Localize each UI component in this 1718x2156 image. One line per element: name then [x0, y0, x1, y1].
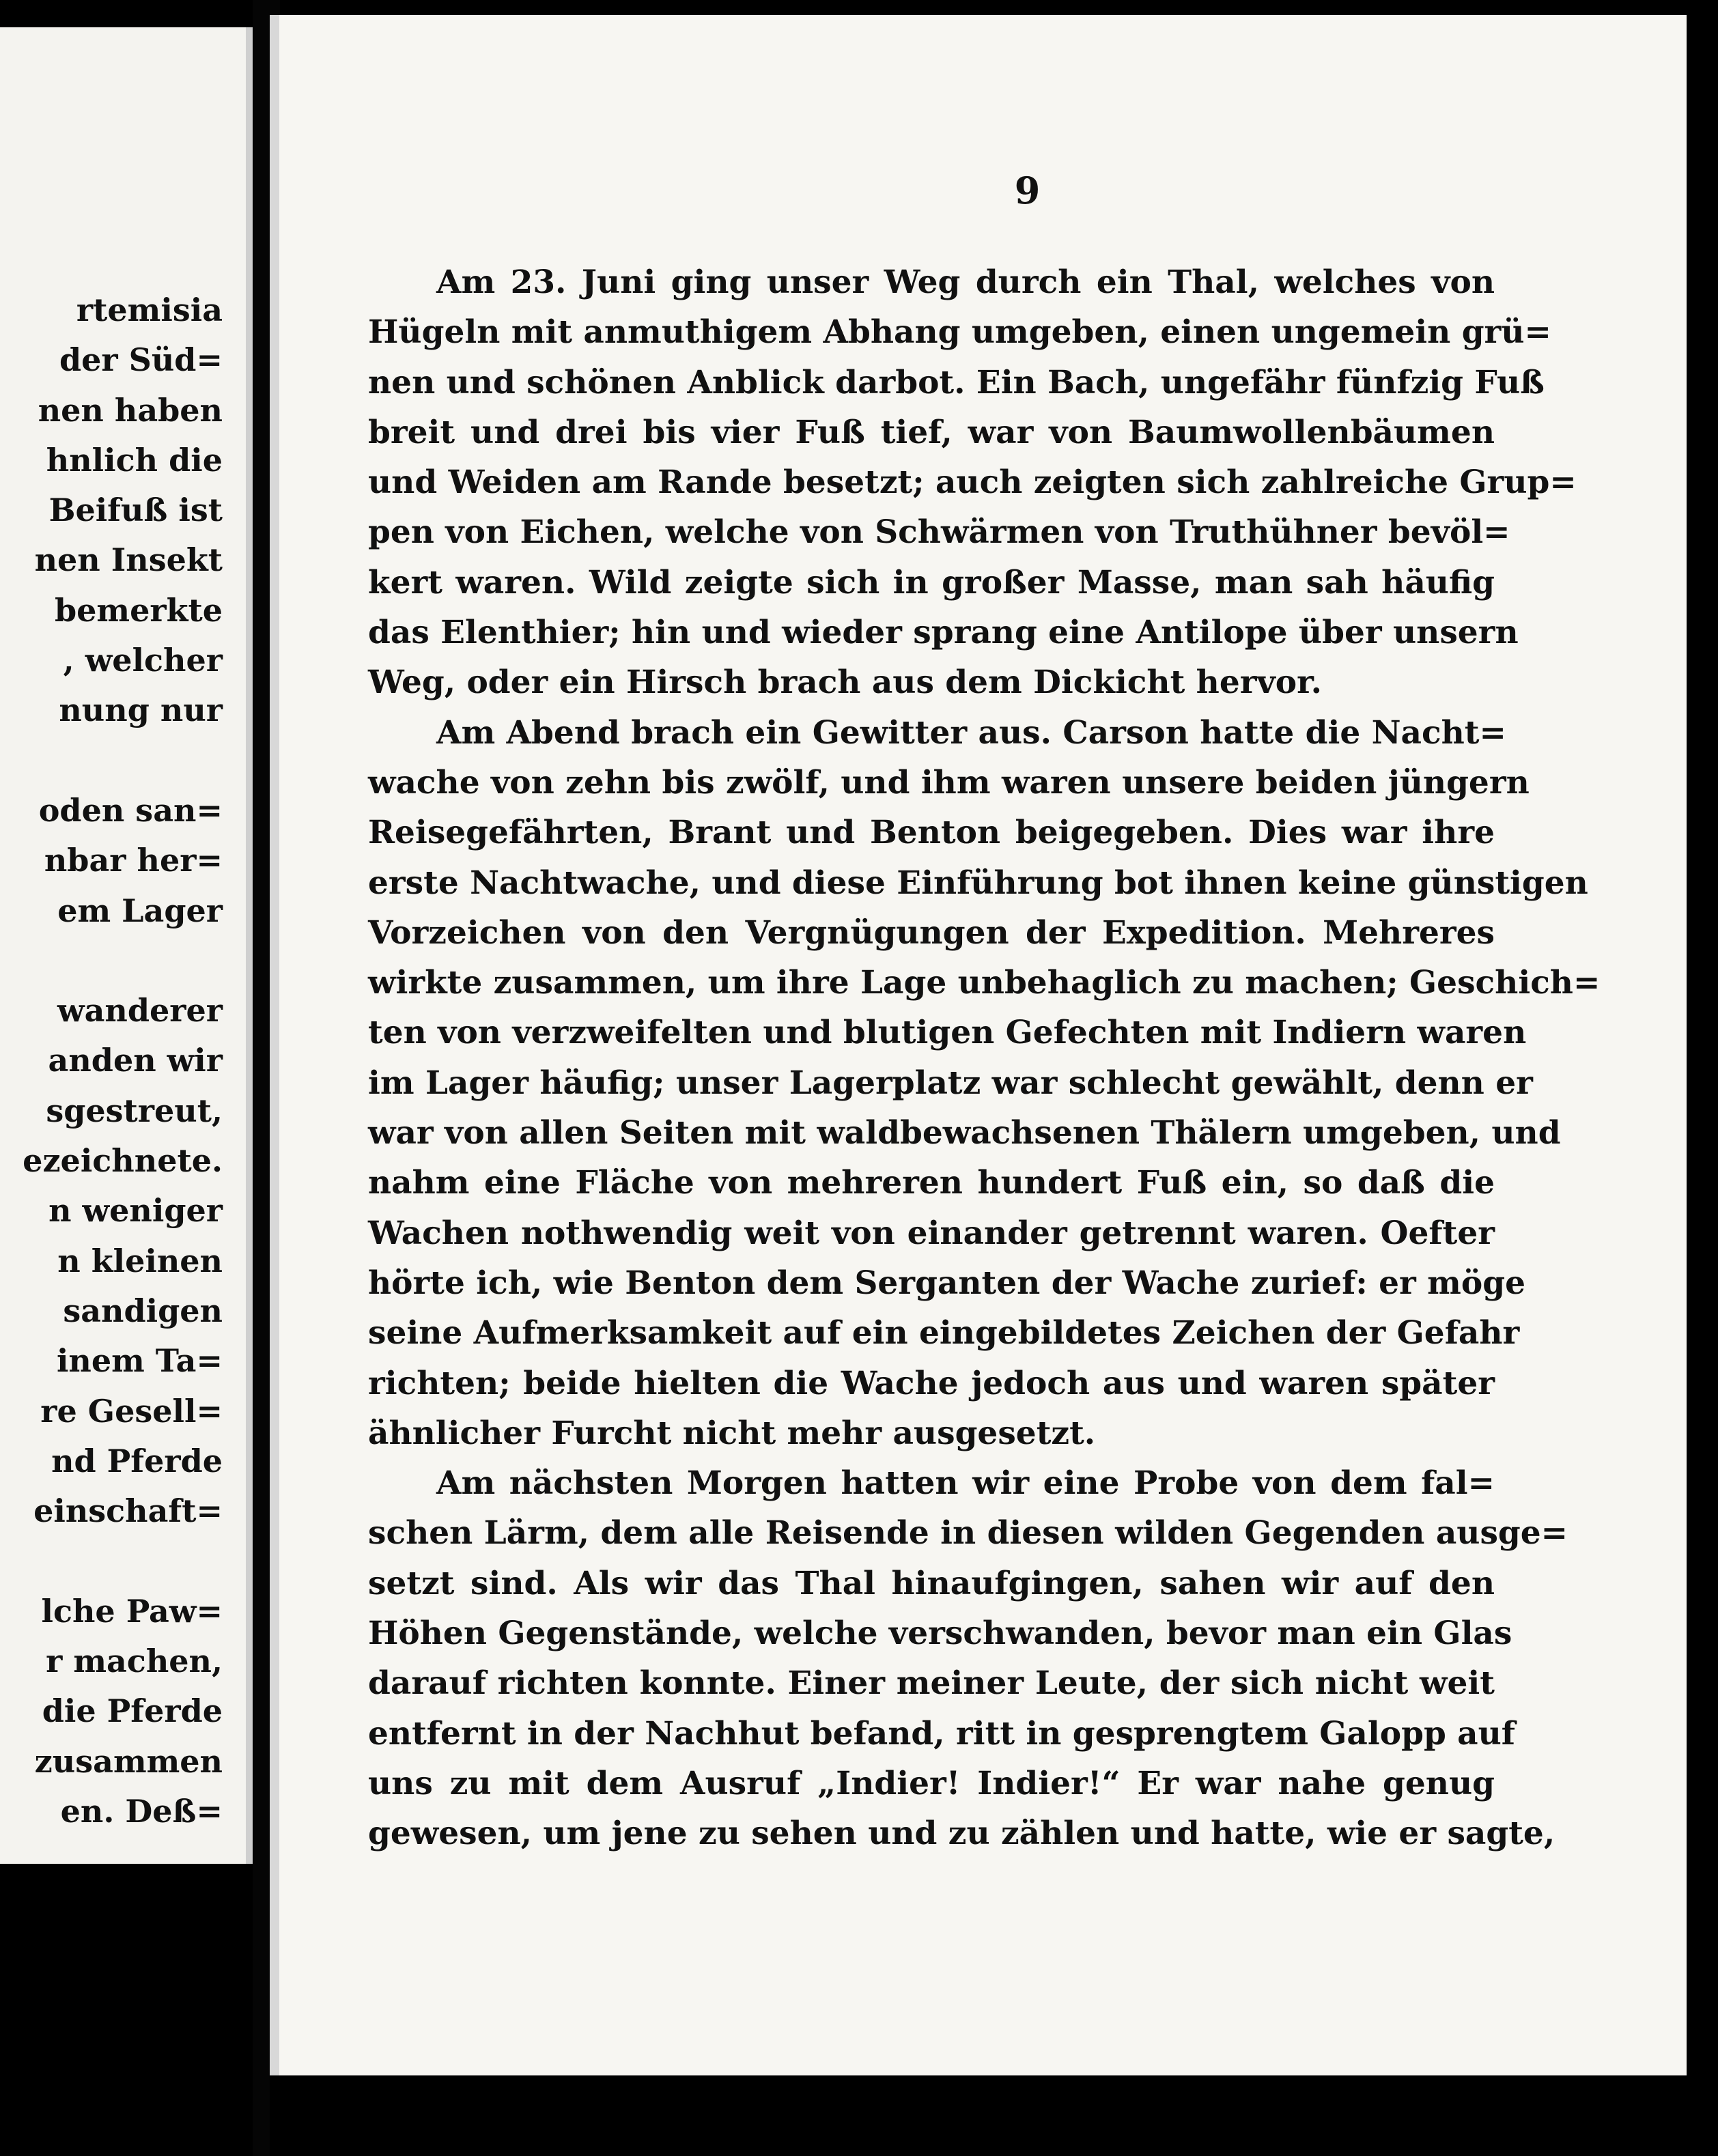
page-body-text	[368, 257, 1601, 1859]
left-page-line: die Pferde	[42, 1692, 223, 1730]
text-line: im Lager häufig; unser Lagerplatz war schlecht gewählt, denn er	[368, 1064, 1533, 1102]
left-page-line	[0, 936, 223, 986]
left-page-line	[0, 1536, 223, 1586]
left-page-line: nen haben	[38, 391, 223, 429]
left-page-line: nung nur	[59, 692, 223, 729]
text-line: richten; beide hielten die Wache jedoch aus und waren später	[368, 1364, 1495, 1402]
text-line: das Elenthier; hin und wieder sprang eine Antilope über unsern	[368, 614, 1519, 652]
text-line: kert waren. Wild zeigte sich in großer Masse, man sah häufig	[368, 563, 1495, 601]
left-page-line: sandigen	[63, 1292, 223, 1329]
left-page-line: em Lager	[57, 892, 223, 929]
left-page-line: n weniger	[48, 1192, 223, 1230]
text-line: entfernt in der Nachhut befand, ritt in gesprengtem Galopp auf	[368, 1714, 1516, 1753]
left-page-line: n kleinen	[57, 1242, 223, 1279]
text-line: ten von verzweifelten und blutigen Gefechten mit Indiern waren	[368, 1014, 1527, 1052]
left-page-line: inem Ta=	[56, 1342, 223, 1380]
text-line: Am 23. Juni ging unser Weg durch ein Thal, welches von	[436, 264, 1495, 301]
text-line: Am nächsten Morgen hatten wir eine Probe von dem fal=	[436, 1464, 1495, 1503]
left-page-line	[0, 736, 223, 786]
text-line: erste Nachtwache, und diese Einführung bot ihnen keine günstigen	[368, 864, 1588, 902]
text-line: Wachen nothwendig weit von einander getrennt waren. Oefter	[368, 1214, 1495, 1252]
paragraph	[368, 708, 1601, 1458]
text-line: breit und drei bis vier Fuß tief, war von Baumwollenbäumen	[368, 413, 1495, 451]
left-page-line: Beifuß ist	[48, 492, 223, 529]
bottom-shadow	[270, 2075, 1718, 2156]
left-page-line: der Süd=	[59, 341, 223, 379]
text-line: nahm eine Fläche von mehreren hundert Fuß ein, so daß die	[368, 1164, 1495, 1202]
left-page-line: ezeichnete.	[23, 1142, 223, 1180]
left-page-line: einschaft=	[33, 1492, 223, 1530]
text-line: schen Lärm, dem alle Reisende in diesen wilden Gegenden ausge=	[368, 1514, 1568, 1552]
text-line: setzt sind. Als wir das Thal hinaufgingen, sahen wir auf den	[368, 1564, 1495, 1602]
left-page-line: hnlich die	[46, 441, 223, 479]
left-page-line: wanderer	[57, 992, 223, 1030]
left-page-line: sgestreut,	[46, 1092, 223, 1129]
text-line: wirkte zusammen, um ihre Lage unbehaglich zu machen; Geschich=	[368, 964, 1601, 1002]
left-page-line: nbar her=	[44, 842, 223, 879]
text-line: Am Abend brach ein Gewitter aus. Carson hatte die Nacht=	[436, 713, 1506, 752]
left-page-line: re Gesell=	[40, 1392, 223, 1430]
text-line: Höhen Gegenstände, welche verschwanden, bevor man ein Glas	[368, 1615, 1512, 1653]
paragraph	[368, 257, 1577, 708]
text-line: war von allen Seiten mit waldbewachsenen Thälern umgeben, und	[368, 1114, 1561, 1152]
left-page-line: nd Pferde	[51, 1442, 223, 1479]
text-line: Vorzeichen von den Vergnügungen der Expedition. Mehreres	[368, 913, 1495, 952]
text-line: pen von Eichen, welche von Schwärmen von Truthühner bevöl=	[368, 513, 1510, 552]
text-line: Reisegefährten, Brant und Benton beigegeben. Dies war ihre	[368, 814, 1495, 852]
left-page-line: lche Paw=	[41, 1592, 223, 1630]
text-line: hörte ich, wie Benton dem Serganten der Wache zurief: er möge	[368, 1264, 1525, 1302]
text-line: und Weiden am Rande besetzt; auch zeigten sich zahlreiche Grup=	[368, 464, 1577, 502]
left-page-line: nen Insekt	[34, 541, 223, 579]
text-line: darauf richten konnte. Einer meiner Leute, der sich nicht weit	[368, 1664, 1495, 1703]
right-page	[270, 15, 1687, 2118]
left-page-fragment	[0, 27, 253, 1864]
left-page-line: , welcher	[63, 642, 223, 679]
left-page-line: zusammen	[34, 1742, 223, 1780]
left-page-text	[0, 285, 223, 1836]
left-page-line: oden san=	[38, 791, 223, 829]
text-line: seine Aufmerksamkeit auf ein eingebildetes Zeichen der Gefahr	[368, 1314, 1520, 1352]
text-line: ähnlicher Furcht nicht mehr ausgesetzt.	[368, 1414, 1096, 1452]
text-line: Hügeln mit anmuthigem Abhang umgeben, einen ungemein grü=	[368, 313, 1551, 352]
left-page-line: bemerkte	[55, 591, 223, 629]
left-page-line: en. Deß=	[60, 1792, 223, 1830]
text-line: wache von zehn bis zwölf, und ihm waren unsere beiden jüngern	[368, 763, 1530, 802]
text-line: uns zu mit dem Ausruf „Indier! Indier!“ Er war nahe genug	[368, 1764, 1495, 1802]
text-line: Weg, oder ein Hirsch brach aus dem Dickicht hervor.	[368, 664, 1322, 702]
left-page-line: r machen,	[46, 1643, 223, 1680]
text-line: nen und schönen Anblick darbot. Ein Bach, ungefähr fünfzig Fuß	[368, 363, 1545, 401]
text-line: gewesen, um jene zu sehen und zu zählen und hatte, wie er sagte,	[368, 1815, 1555, 1853]
left-page-line: anden wir	[48, 1042, 223, 1079]
left-page-line: rtemisia	[76, 292, 223, 328]
page-number: 9	[1014, 169, 1041, 212]
paragraph	[368, 1458, 1568, 1858]
